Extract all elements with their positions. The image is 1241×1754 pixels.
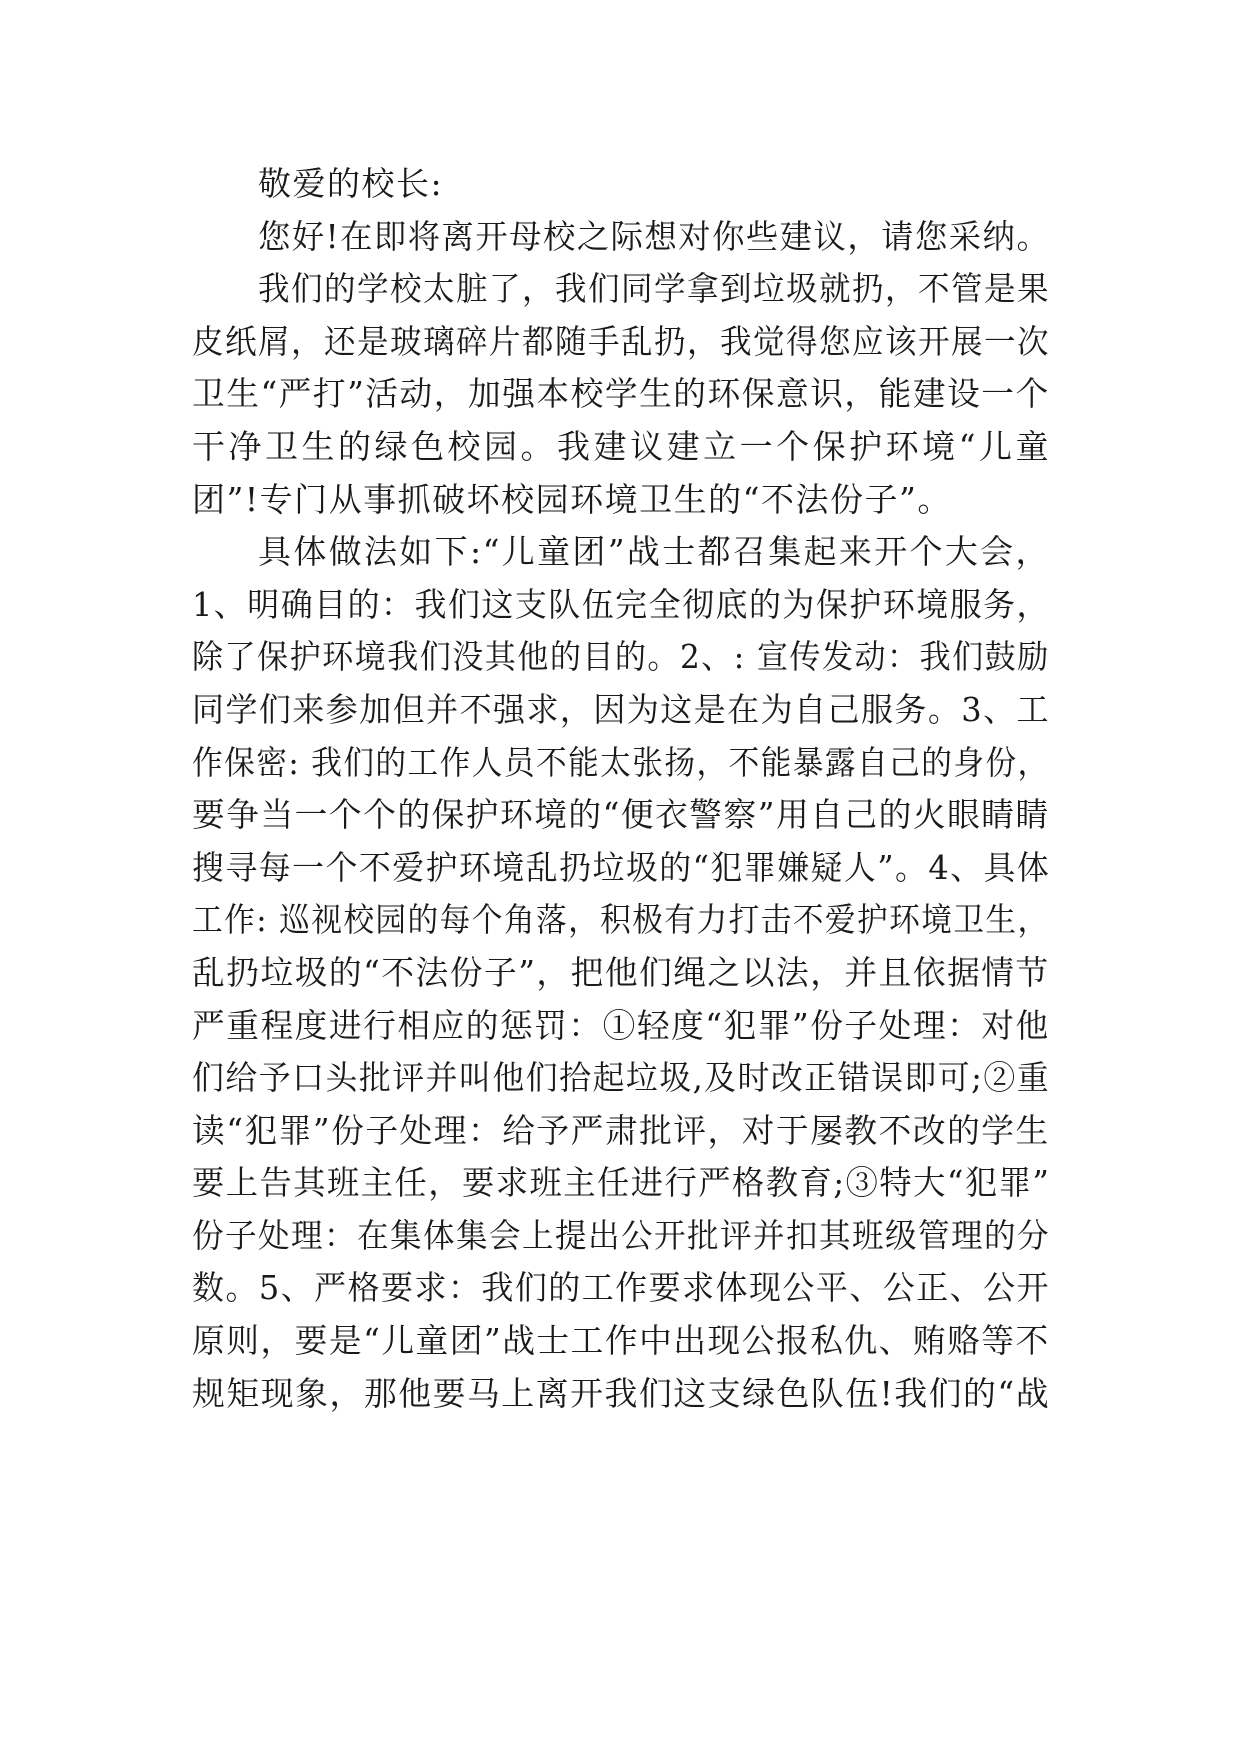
letter-body xyxy=(192,158,1050,1420)
text-line: 乱扔垃圾的“不法份子”，把他们绳之以法，并且依据情节 xyxy=(192,952,1050,992)
text-line: 严重程度进行相应的惩罚：①轻度“犯罪”份子处理：对他 xyxy=(192,1005,1050,1045)
text-line: 作保密: 我们的工作人员不能太张扬，不能暴露自己的身份， xyxy=(192,742,1050,782)
text-line: 规矩现象，那他要马上离开我们这支绿色队伍!我们的“战 xyxy=(192,1373,1051,1413)
text-line: 干净卫生的绿色校园。我建议建立一个保护环境“儿童 xyxy=(192,426,1050,466)
text-line: 数。5、严格要求：我们的工作要求体现公平、公正、公开 xyxy=(192,1268,1051,1308)
text-line: 除了保护环境我们没其他的目的。2、: 宣传发动：我们鼓励 xyxy=(192,637,1050,677)
text-line: 搜寻每一个不爱护环境乱扔垃圾的“犯罪嫌疑人”。4、具体 xyxy=(192,847,1051,887)
text-line: 同学们来参加但并不强求，因为这是在为自己服务。3、工 xyxy=(192,689,1051,729)
text-line: 团”!专门从事抓破坏校园环境卫生的“不法份子”。 xyxy=(192,479,952,519)
text-line: 们给予口头批评并叫他们拾起垃圾,及时改正错误即可;②重 xyxy=(192,1058,1051,1098)
text-line: 份子处理：在集体集会上提出公开批评并扣其班级管理的分 xyxy=(192,1215,1050,1255)
text-line: 皮纸屑，还是玻璃碎片都随手乱扔，我觉得您应该开展一次 xyxy=(192,321,1050,361)
text-line: 我们的学校太脏了，我们同学拿到垃圾就扔，不管是果 xyxy=(258,269,1050,309)
text-line: 要上告其班主任，要求班主任进行严格教育;③特大“犯罪” xyxy=(192,1163,1051,1203)
text-line: 卫生“严打”活动，加强本校学生的环保意识，能建设一个 xyxy=(192,374,1050,414)
text-line: 要争当一个个的保护环境的“便衣警察”用自己的火眼睛睛 xyxy=(192,795,1050,835)
text-line: 读“犯罪”份子处理：给予严肃批评，对于屡教不改的学生 xyxy=(192,1110,1050,1150)
greeting-line: 您好!在即将离开母校之际想对你些建议，请您采纳。 xyxy=(258,216,1051,256)
text-line: 工作: 巡视校园的每个角落，积极有力打击不爱护环境卫生， xyxy=(192,900,1050,940)
text-line: 原则，要是“儿童团”战士工作中出现公报私仇、贿赂等不 xyxy=(192,1321,1050,1361)
text-line: 具体做法如下:“儿童团”战士都召集起来开个大会， xyxy=(258,532,1050,572)
text-line: 1、明确目的：我们这支队伍完全彻底的为保护环境服务， xyxy=(192,584,1051,624)
salutation-line: 敬爱的校长: xyxy=(258,164,444,203)
